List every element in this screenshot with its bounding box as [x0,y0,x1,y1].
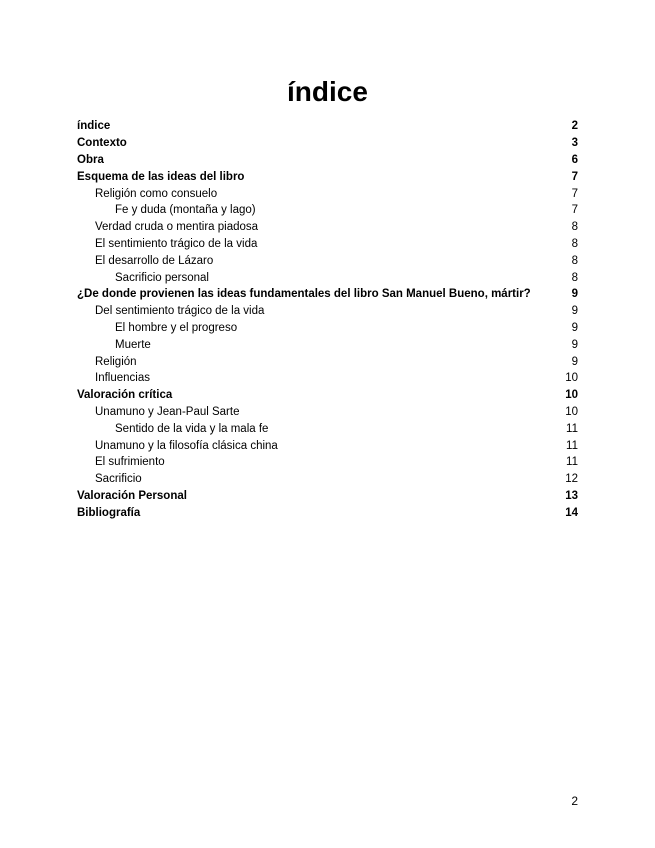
toc-entry-title: El sentimiento trágico de la vida [95,237,258,250]
toc-entry[interactable] [77,454,578,471]
toc-entry-title: El hombre y el progreso [115,321,238,334]
toc-entry-title: Valoración Personal [77,489,187,502]
toc-entry-page: 14 [565,506,578,519]
toc-entry-title: Verdad cruda o mentira piadosa [95,221,259,234]
toc-entry[interactable] [77,404,578,421]
toc-entry[interactable] [77,420,578,437]
toc-entry[interactable] [77,202,578,219]
toc-entry[interactable] [77,437,578,454]
toc-entry-title: Sacrificio [95,473,142,486]
toc-entry[interactable] [77,387,578,404]
toc-entry-title: Fe y duda (montaña y lago) [115,204,256,217]
toc-entry[interactable] [77,303,578,320]
toc-entry[interactable] [77,185,578,202]
toc-entry-title: ¿De donde provienen las ideas fundamentales del libro San Manuel Bueno, mártir? [77,288,531,301]
toc-entry-title: El desarrollo de Lázaro [95,254,214,267]
toc-entry-page: 11 [566,456,578,469]
toc-entry[interactable] [77,370,578,387]
toc-entry-page: 9 [571,321,578,334]
toc-entry-title: Bibliografía [77,506,141,519]
toc-entry[interactable] [77,488,578,505]
toc-entry[interactable] [77,269,578,286]
toc-entry-title: Unamuno y Jean-Paul Sarte [95,405,240,418]
toc-entry-title: índice [77,120,111,133]
toc-entry[interactable] [77,471,578,488]
toc-entry-page: 9 [571,355,578,368]
page-number: 2 [571,794,578,808]
toc-entry-page: 6 [571,153,578,166]
toc-entry-page: 7 [571,187,578,200]
toc-entry[interactable] [77,336,578,353]
toc-entry-page: 8 [571,237,578,250]
toc-entry-page: 2 [571,120,578,133]
toc-entry-title: Contexto [77,137,127,150]
toc-entry-page: 11 [566,439,578,452]
toc-entry-title: Valoración crítica [77,389,173,402]
toc-entry-title: Del sentimiento trágico de la vida [95,305,265,318]
toc-entry-title: Religión como consuelo [95,187,218,200]
page-title: índice [287,76,368,107]
toc-entry[interactable] [77,219,578,236]
toc-entry-page: 9 [571,288,578,301]
toc-entry-page: 9 [571,338,578,351]
toc-entry[interactable] [77,236,578,253]
toc-entry[interactable] [77,252,578,269]
toc-entry[interactable] [77,168,578,185]
toc-entry-page: 8 [571,254,578,267]
toc-entry[interactable] [77,286,578,303]
toc-entry-title: Obra [77,153,104,166]
toc-entry-page: 10 [565,405,578,418]
toc-entry-page: 10 [565,389,578,402]
toc-entry-page: 13 [565,489,578,502]
toc-entry-page: 9 [571,305,578,318]
toc-entry-title: Unamuno y la filosofía clásica china [95,439,278,452]
toc-entry[interactable] [77,152,578,169]
toc-entry-page: 7 [571,204,578,217]
toc-entry[interactable] [77,353,578,370]
toc-entry-title: El sufrimiento [95,456,165,469]
toc-entry[interactable] [77,135,578,152]
toc-entry-title: Muerte [115,338,151,351]
toc-entry-title: Sacrificio personal [115,271,209,284]
toc-entry-title: Influencias [95,372,150,385]
toc-entry-title: Religión [95,355,137,368]
toc-entry-page: 12 [565,473,578,486]
toc-entry-title: Esquema de las ideas del libro [77,170,245,183]
toc-entry[interactable] [77,118,578,135]
toc-entry-title: Sentido de la vida y la mala fe [115,422,269,435]
toc-entry[interactable] [77,504,578,521]
toc-entry-page: 3 [571,137,578,150]
toc-entry-page: 8 [571,221,578,234]
toc-entry-page: 10 [565,372,578,385]
toc-entry-page: 11 [566,422,578,435]
toc-entry-page: 8 [571,271,578,284]
toc-entry-page: 7 [571,170,578,183]
table-of-contents [77,118,578,521]
toc-entry[interactable] [77,320,578,337]
